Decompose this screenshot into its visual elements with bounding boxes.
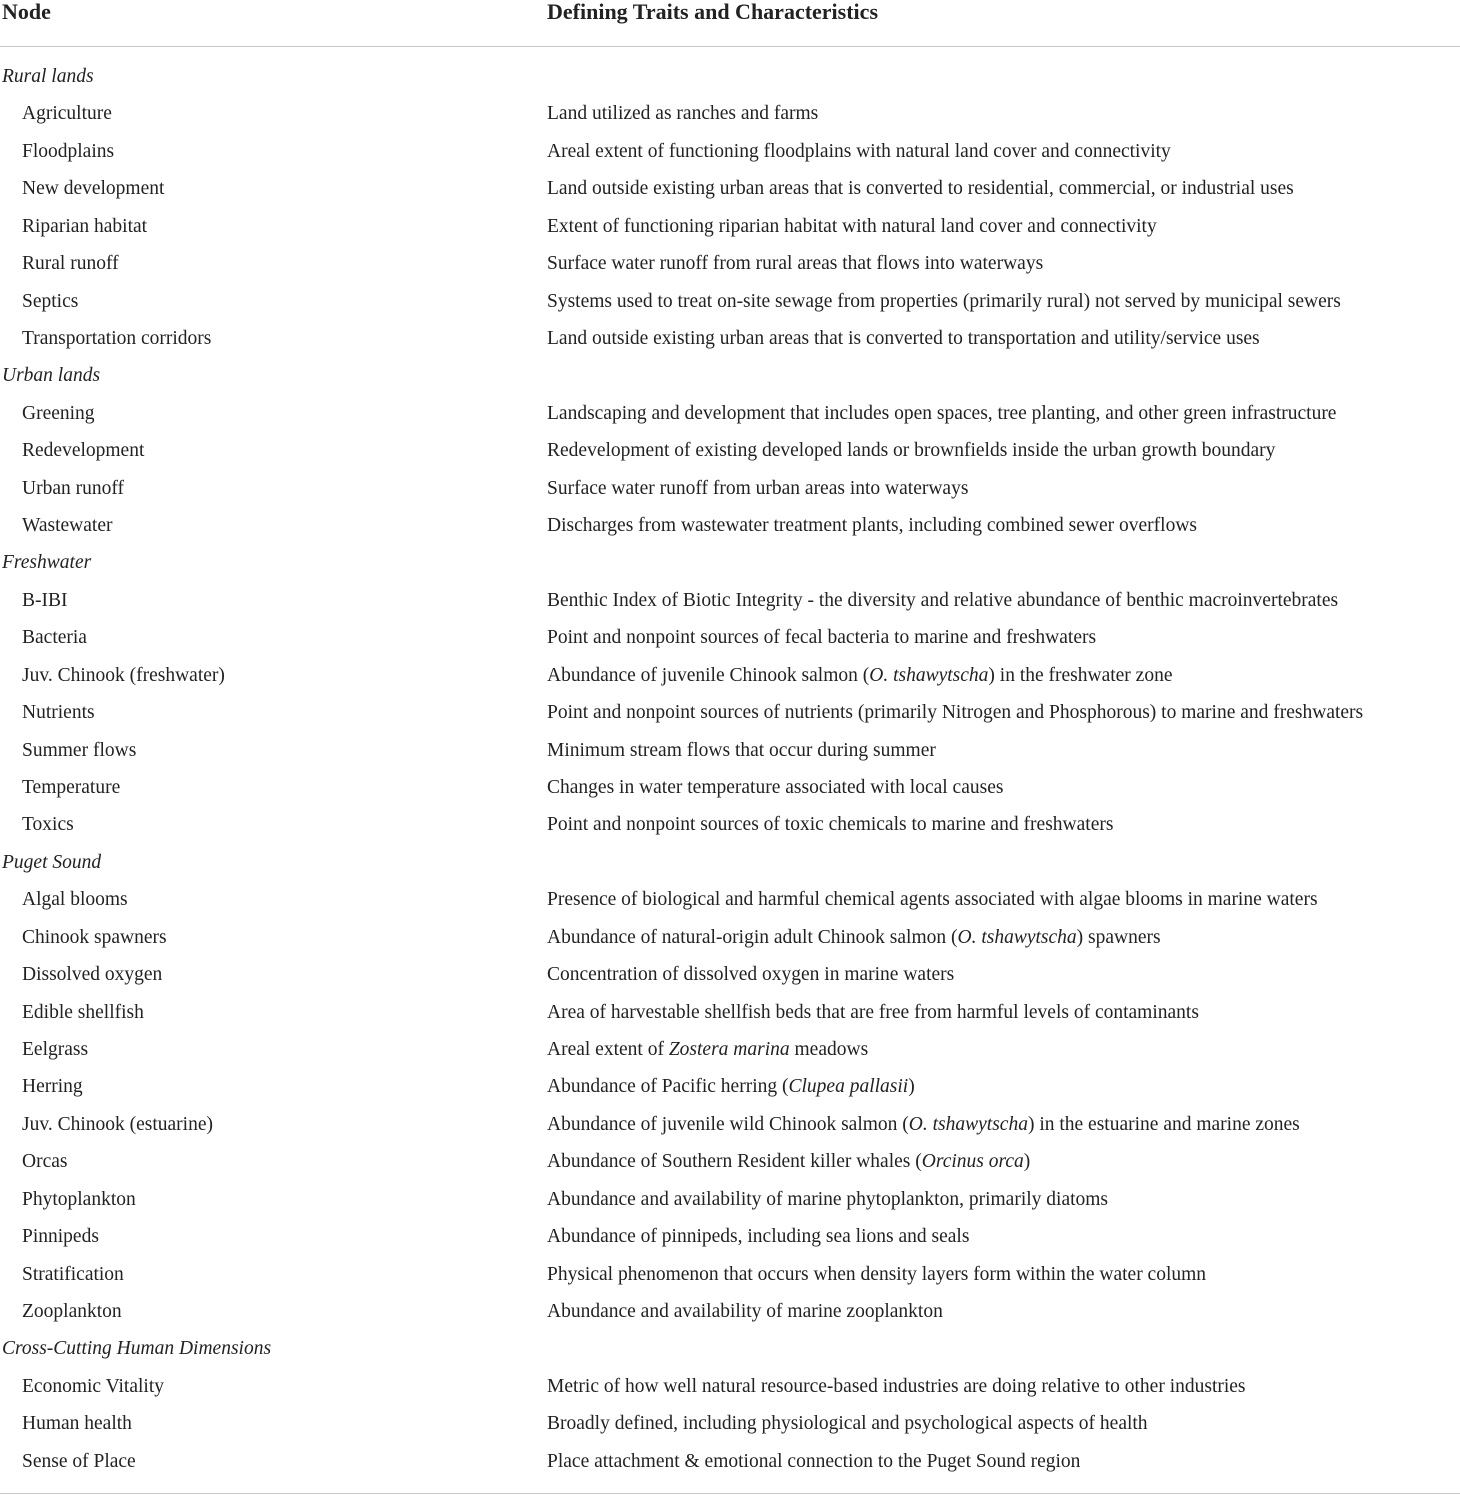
description-text: Point and nonpoint sources of nutrients (primarily Nitrogen and Phosphorous) to marine and freshwaters [547,702,1364,724]
description-cell [547,657,1173,694]
node-cell: Bacteria [22,627,87,649]
description-text: Landscaping and development that includes open spaces, tree planting, and other green infrastructure [547,402,1337,424]
node-cell: Zooplankton [22,1300,122,1322]
species-name: O. tshawytscha [957,926,1077,948]
description-cell [547,432,1275,469]
group-title: Puget Sound [2,851,102,873]
description-cell [547,994,1199,1031]
description-text: Extent of functioning riparian habitat with natural land cover and connectivity [547,215,1157,237]
description-text: meadows [789,1038,869,1060]
description-cell [547,395,1336,432]
description-cell [547,470,968,507]
description-cell [547,1143,1030,1180]
description-cell [547,1443,1080,1480]
table-row [0,432,1460,469]
description-text: ) in the estuarine and marine zones [1027,1113,1300,1135]
description-cell [547,1368,1246,1405]
description-text: Abundance and availability of marine phytoplankton, primarily diatoms [547,1188,1109,1210]
node-cell: Wastewater [22,515,113,537]
description-text: Land outside existing urban areas that is converted to transportation and utility/service uses [547,327,1260,349]
description-cell [547,1181,1108,1218]
description-cell [547,1068,915,1105]
description-text: ) [908,1076,915,1098]
description-text: Abundance and availability of marine zooplankton [547,1300,943,1322]
description-cell [547,245,1043,282]
table-row [0,1443,1460,1480]
description-cell [547,881,1318,918]
node-cell: Stratification [22,1263,124,1285]
description-cell [547,1218,969,1255]
table-row [0,95,1460,132]
table-row [0,657,1460,694]
description-cell [547,806,1113,843]
table-row [0,133,1460,170]
description-text: Benthic Index of Biotic Integrity - the diversity and relative abundance of benthic macroinvertebrates [547,589,1339,611]
table-row [0,694,1460,731]
table-row [0,956,1460,993]
description-text: Areal extent of functioning floodplains with natural land cover and connectivity [547,140,1171,162]
table-row [0,582,1460,619]
description-cell [547,95,818,132]
table-row [0,283,1460,320]
node-cell: Orcas [22,1151,68,1173]
description-cell [547,694,1363,731]
node-cell: Algal blooms [22,889,128,911]
node-cell: Phytoplankton [22,1188,136,1210]
description-text: Surface water runoff from urban areas into waterways [547,477,969,499]
description-cell [547,956,954,993]
table-row [0,769,1460,806]
description-text: Abundance of juvenile wild Chinook salmon ( [547,1113,909,1135]
description-text: Land outside existing urban areas that is converted to residential, commercial, or industrial uses [547,178,1294,200]
table-row [0,1218,1460,1255]
description-text: Concentration of dissolved oxygen in marine waters [547,964,955,986]
description-cell [547,507,1197,544]
node-cell: Septics [22,290,79,312]
description-cell [547,1293,943,1330]
table-row [0,245,1460,282]
table-row [0,619,1460,656]
node-cell: Summer flows [22,739,137,761]
node-cell: Floodplains [22,140,115,162]
species-name: Clupea pallasii [788,1076,909,1098]
description-text: Metric of how well natural resource-based industries are doing relative to other industries [547,1375,1246,1397]
group-title: Urban lands [2,365,101,387]
description-text: Physical phenomenon that occurs when density layers form within the water column [547,1263,1207,1285]
node-cell: Herring [22,1076,83,1098]
node-cell: New development [22,178,165,200]
node-cell: B-IBI [22,589,68,611]
description-text: ) in the freshwater zone [988,664,1173,686]
description-text: Surface water runoff from rural areas that flows into waterways [547,253,1044,275]
description-cell [547,732,936,769]
table-row [0,1143,1460,1180]
description-cell [547,619,1096,656]
description-text: Abundance of natural-origin adult Chinook salmon ( [547,926,958,948]
description-text: Systems used to treat on-site sewage from properties (primarily rural) not served by municipal sewers [547,290,1341,312]
table-row [0,170,1460,207]
node-cell: Riparian habitat [22,215,148,237]
table-row [0,1256,1460,1293]
description-text: Redevelopment of existing developed lands or brownfields inside the urban growth boundary [547,440,1276,462]
description-text: Presence of biological and harmful chemical agents associated with algae blooms in marine waters [547,889,1318,911]
node-cell: Greening [22,402,95,424]
description-text: Changes in water temperature associated with local causes [547,777,1004,799]
table-row [0,881,1460,918]
description-text: Point and nonpoint sources of toxic chemicals to marine and freshwaters [547,814,1114,836]
node-cell: Nutrients [22,702,95,724]
table-row [0,1293,1460,1330]
table-row [0,507,1460,544]
description-text: Land utilized as ranches and farms [547,103,819,125]
header-traits: Defining Traits and Characteristics [547,0,878,24]
description-cell [547,170,1294,207]
node-cell: Pinnipeds [22,1226,99,1248]
table-row [0,1031,1460,1068]
table-row [0,1106,1460,1143]
description-cell [547,208,1157,245]
species-name: Zostera marina [668,1038,790,1060]
table-row [0,994,1460,1031]
description-text: Abundance of Pacific herring ( [547,1076,789,1098]
table-row [0,732,1460,769]
description-cell [547,582,1338,619]
group-title: Freshwater [2,552,92,574]
table-row [0,1405,1460,1442]
node-cell: Sense of Place [22,1450,136,1472]
table-row [0,919,1460,956]
description-text: Broadly defined, including physiological and psychological aspects of health [547,1413,1148,1435]
description-cell [547,133,1171,170]
node-cell: Edible shellfish [22,1001,144,1023]
description-text: Place attachment & emotional connection to the Puget Sound region [547,1450,1081,1472]
table-row [0,1068,1460,1105]
table-row [0,1368,1460,1405]
table-row [0,1181,1460,1218]
node-cell: Juv. Chinook (freshwater) [22,664,225,686]
node-cell: Urban runoff [22,477,124,499]
description-cell [547,1106,1300,1143]
description-cell [547,283,1341,320]
group-title: Rural lands [2,66,94,87]
table-row [0,320,1460,357]
description-text: Abundance of juvenile Chinook salmon ( [547,664,870,686]
group-title: Cross-Cutting Human Dimensions [2,1338,272,1360]
species-name: Orcinus orca [921,1151,1024,1173]
description-cell [547,1405,1148,1442]
description-cell [547,919,1161,956]
table-row [0,208,1460,245]
node-cell: Rural runoff [22,253,119,275]
table-body [0,58,1460,1480]
description-text: Area of harvestable shellfish beds that are free from harmful levels of contaminants [547,1001,1199,1023]
node-cell: Agriculture [22,103,112,125]
description-text: Minimum stream flows that occur during summer [547,739,936,761]
node-cell: Transportation corridors [22,327,212,349]
node-cell: Dissolved oxygen [22,964,163,986]
description-text: Areal extent of [547,1038,669,1060]
description-text: Point and nonpoint sources of fecal bacteria to marine and freshwaters [547,627,1097,649]
description-text: ) spawners [1076,926,1161,948]
description-cell [547,1031,868,1068]
table-row [0,806,1460,843]
bottom-rule [0,1493,1460,1494]
table-header [0,0,1460,47]
description-text: Discharges from wastewater treatment plants, including combined sewer overflows [547,515,1197,537]
species-name: O. tshawytscha [908,1113,1028,1135]
description-text: Abundance of Southern Resident killer whales ( [547,1151,922,1173]
description-cell [547,320,1260,357]
species-name: O. tshawytscha [869,664,989,686]
description-cell [547,1256,1206,1293]
node-cell: Temperature [22,777,121,799]
node-cell: Redevelopment [22,440,145,462]
node-cell: Chinook spawners [22,926,167,948]
header-node: Node [2,0,51,24]
table-row [0,395,1460,432]
node-cell: Toxics [22,814,74,836]
description-text: ) [1023,1151,1031,1173]
description-text: Abundance of pinnipeds, including sea lions and seals [547,1226,970,1248]
description-cell [547,769,1003,806]
node-cell: Eelgrass [22,1038,89,1060]
node-cell: Juv. Chinook (estuarine) [22,1113,213,1135]
node-cell: Human health [22,1413,132,1435]
node-cell: Economic Vitality [22,1375,164,1397]
table-row [0,470,1460,507]
